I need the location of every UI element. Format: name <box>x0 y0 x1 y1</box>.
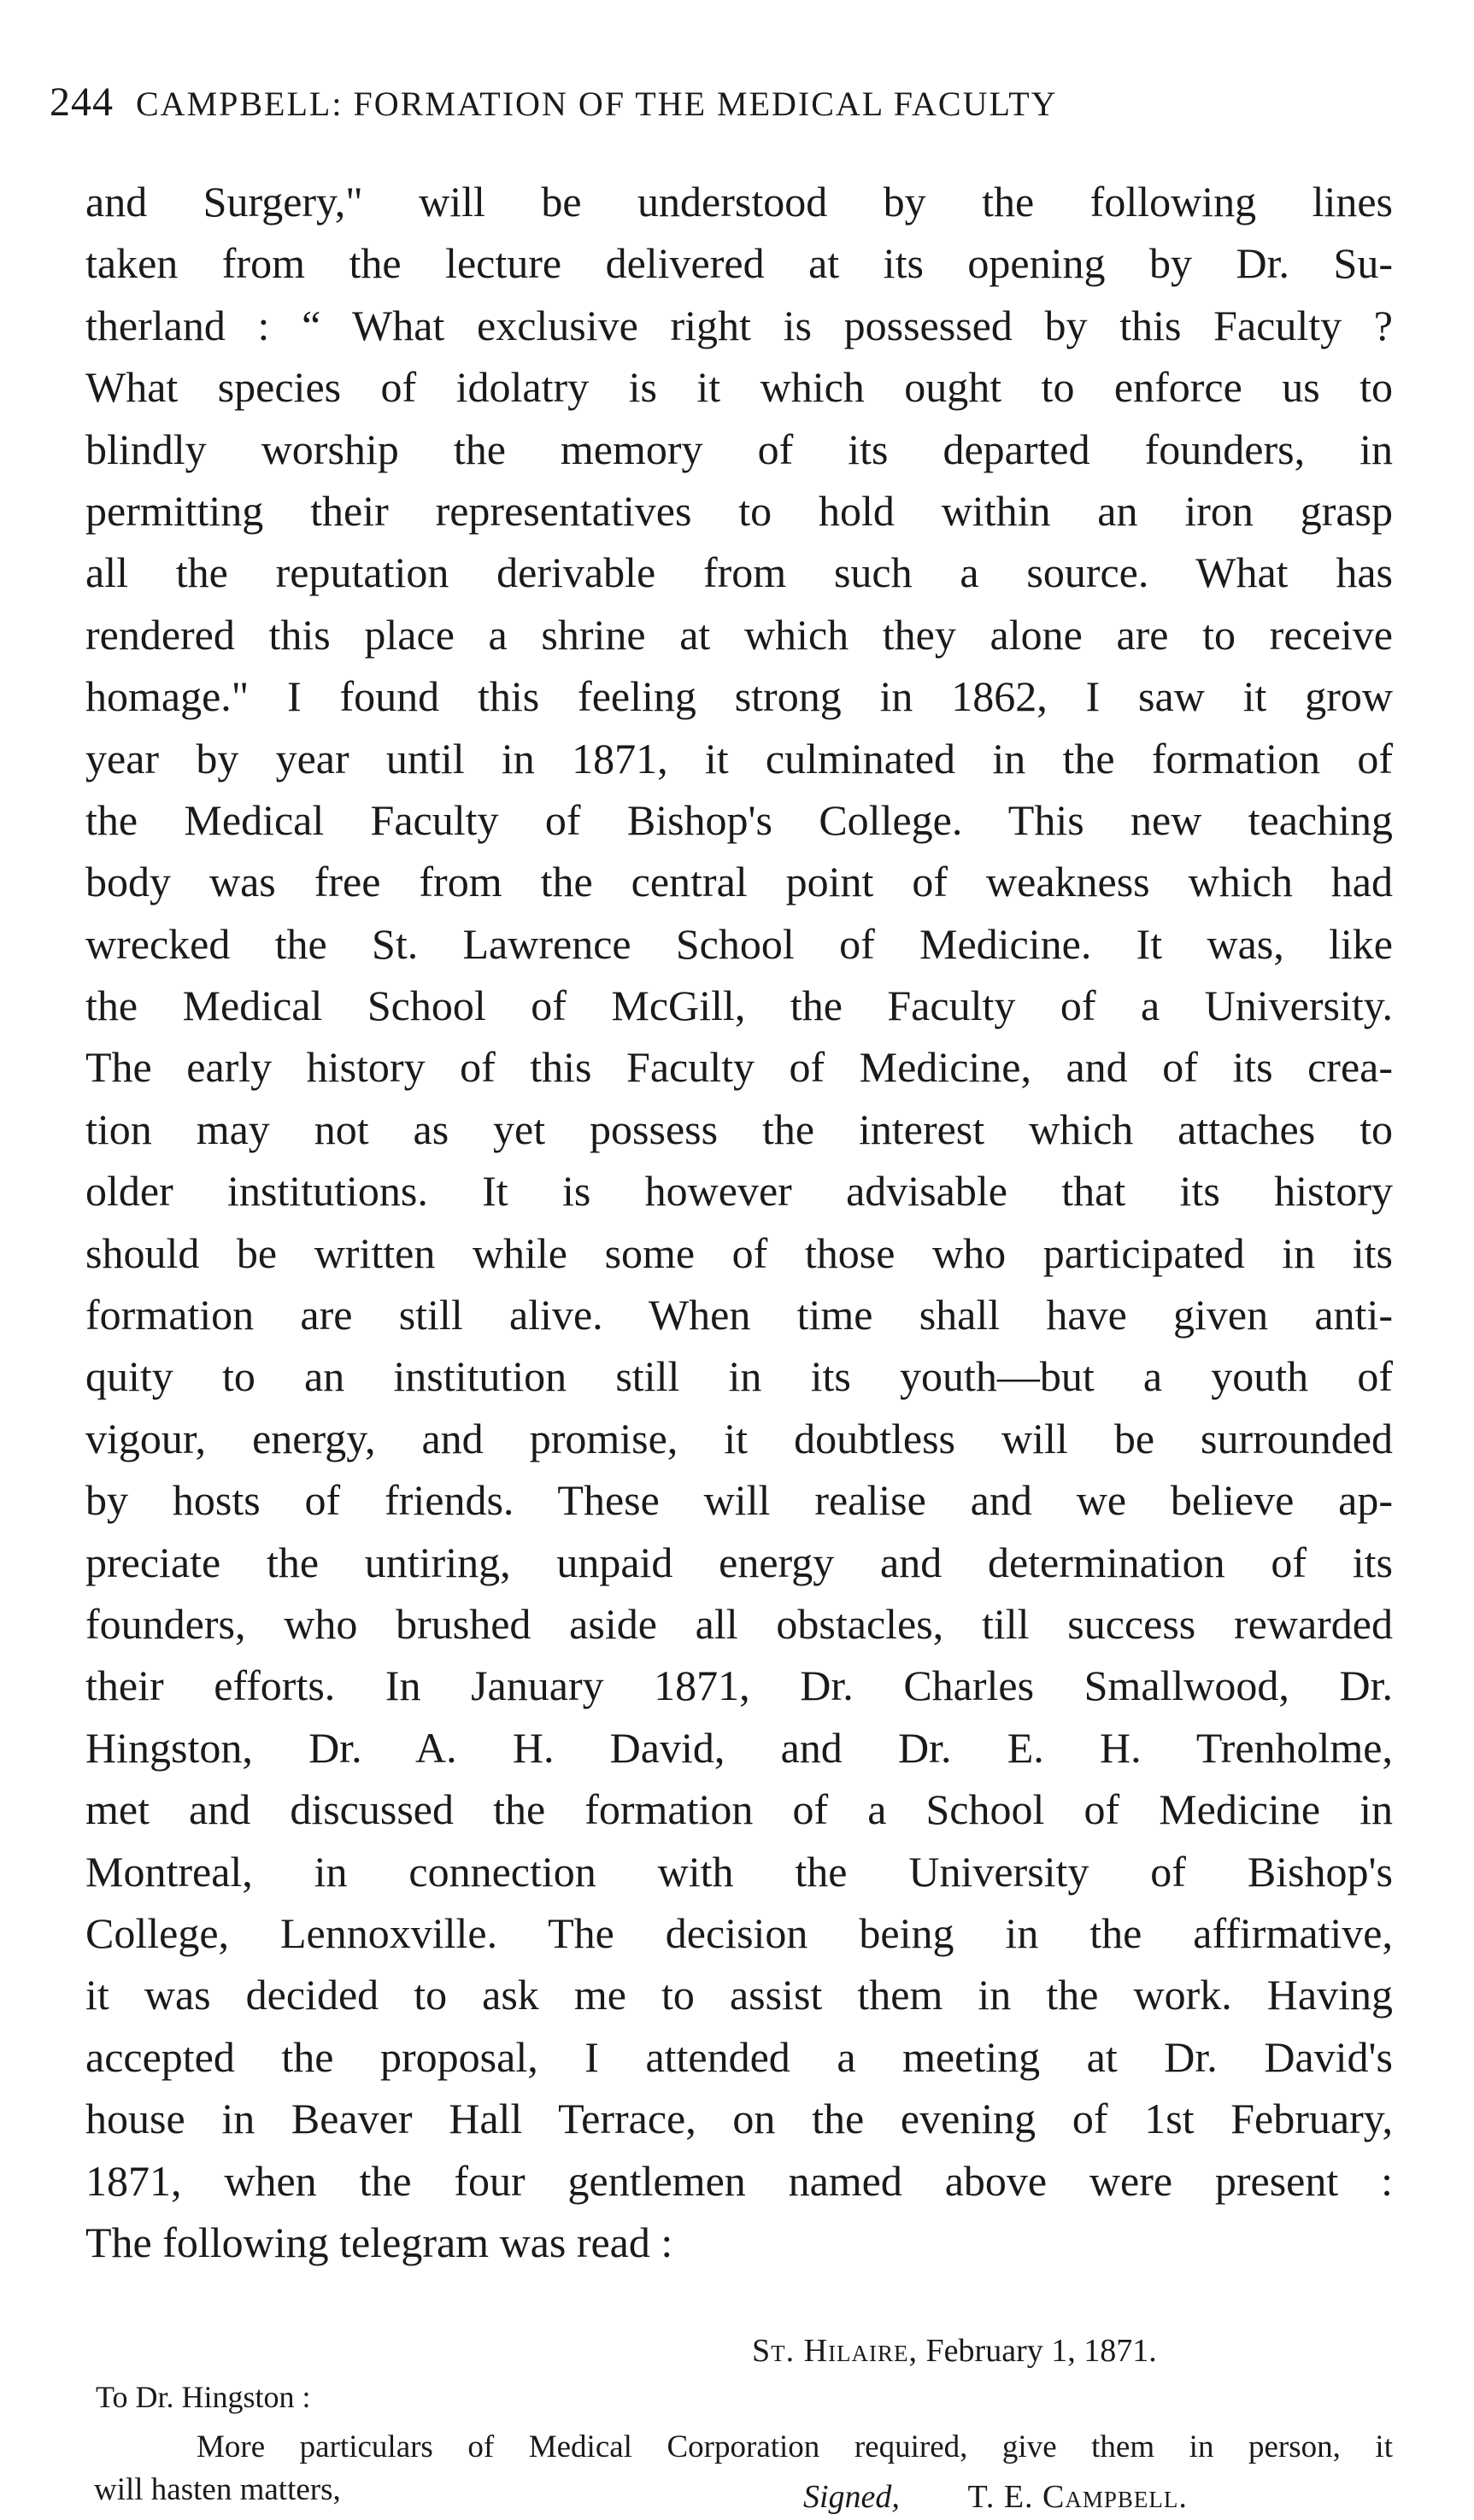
body-line: homage." I found this feeling strong in 1862, I saw it grow <box>85 672 1393 721</box>
signed-label: Signed, <box>803 2479 900 2515</box>
body-line: founders, who brushed aside all obstacles, till success rewarded <box>85 1599 1393 1648</box>
telegram-line: More particulars of Medical Corporation required, give them in person, it <box>197 2429 1393 2464</box>
body-line: it was decided to ask me to assist them in the work. Having <box>85 1971 1393 2019</box>
signatory-name: T. E. Campbell. <box>967 2479 1188 2515</box>
body-line: The early history of this Faculty of Medicine, and of its crea- <box>85 1043 1393 1092</box>
body-line: year by year until in 1871, it culminated in the formation of <box>85 734 1393 782</box>
telegram-date: February 1, 1871. <box>925 2333 1157 2369</box>
body-line: quity to an institution still in its youth—but a youth of <box>85 1352 1393 1401</box>
body-line: all the reputation derivable from such a source. What has <box>85 548 1393 597</box>
body-line: blindly worship the memory of its departed founders, in <box>85 425 1393 473</box>
body-line: body was free from the central point of weakness which had <box>85 858 1393 906</box>
body-line: met and discussed the formation of a School of Medicine in <box>85 1785 1393 1834</box>
body-line: house in Beaver Hall Terrace, on the evening of 1st February, <box>85 2095 1393 2143</box>
body-line: and Surgery," will be understood by the following lines <box>85 178 1393 226</box>
body-paragraph <box>85 171 1393 2273</box>
body-line: 1871, when the four gentlemen named above were present : <box>85 2156 1393 2205</box>
body-line: What species of idolatry is it which ought to enforce us to <box>85 363 1393 412</box>
body-line: preciate the untiring, unpaid energy and determination of its <box>85 1538 1393 1586</box>
body-line: older institutions. It is however advisable that its history <box>85 1167 1393 1216</box>
body-line: accepted the proposal, I attended a meeting at Dr. David's <box>85 2032 1393 2081</box>
body-line: therland : “ What exclusive right is possessed by this Faculty ? <box>85 301 1393 349</box>
body-line: their efforts. In January 1871, Dr. Charles Smallwood, Dr. <box>85 1661 1393 1710</box>
running-head <box>50 79 1417 126</box>
body-line: should be written while some of those who participated in its <box>85 1228 1393 1277</box>
body-line: tion may not as yet possess the interest which attaches to <box>85 1105 1393 1153</box>
telegram-dateline <box>752 2332 1157 2370</box>
body-line: formation are still alive. When time shall have given anti- <box>85 1291 1393 1339</box>
page-number: 244 <box>50 79 114 125</box>
body-line: wrecked the St. Lawrence School of Medicine. It was, like <box>85 919 1393 968</box>
body-line: permitting their representatives to hold within an iron grasp <box>85 486 1393 535</box>
telegram-line: will hasten matters, <box>94 2472 341 2507</box>
telegram-signature <box>803 2478 1188 2516</box>
body-line: Montreal, in connection with the University of Bishop's <box>85 1847 1393 1896</box>
telegram-place: St. Hilaire, <box>752 2333 919 2369</box>
body-line: Hingston, Dr. A. H. David, and Dr. E. H. Trenholme, <box>85 1723 1393 1772</box>
body-line: rendered this place a shrine at which they alone are to receive <box>85 610 1393 659</box>
telegram-body <box>94 2426 1393 2511</box>
body-line: the Medical School of McGill, the Faculty of a University. <box>85 982 1393 1030</box>
telegram-recipient: To Dr. Hingston : <box>96 2380 311 2414</box>
running-title: CAMPBELL: FORMATION OF THE MEDICAL FACULTY <box>136 85 1058 123</box>
body-line: The following telegram was read : <box>85 2218 673 2266</box>
body-line: taken from the lecture delivered at its opening by Dr. Su- <box>85 239 1393 288</box>
body-line: College, Lennoxville. The decision being in the affirmative, <box>85 1908 1393 1957</box>
body-line: the Medical Faculty of Bishop's College. This new teaching <box>85 795 1393 844</box>
body-line: by hosts of friends. These will realise and we believe ap- <box>85 1476 1393 1525</box>
body-line: vigour, energy, and promise, it doubtless will be surrounded <box>85 1414 1393 1462</box>
